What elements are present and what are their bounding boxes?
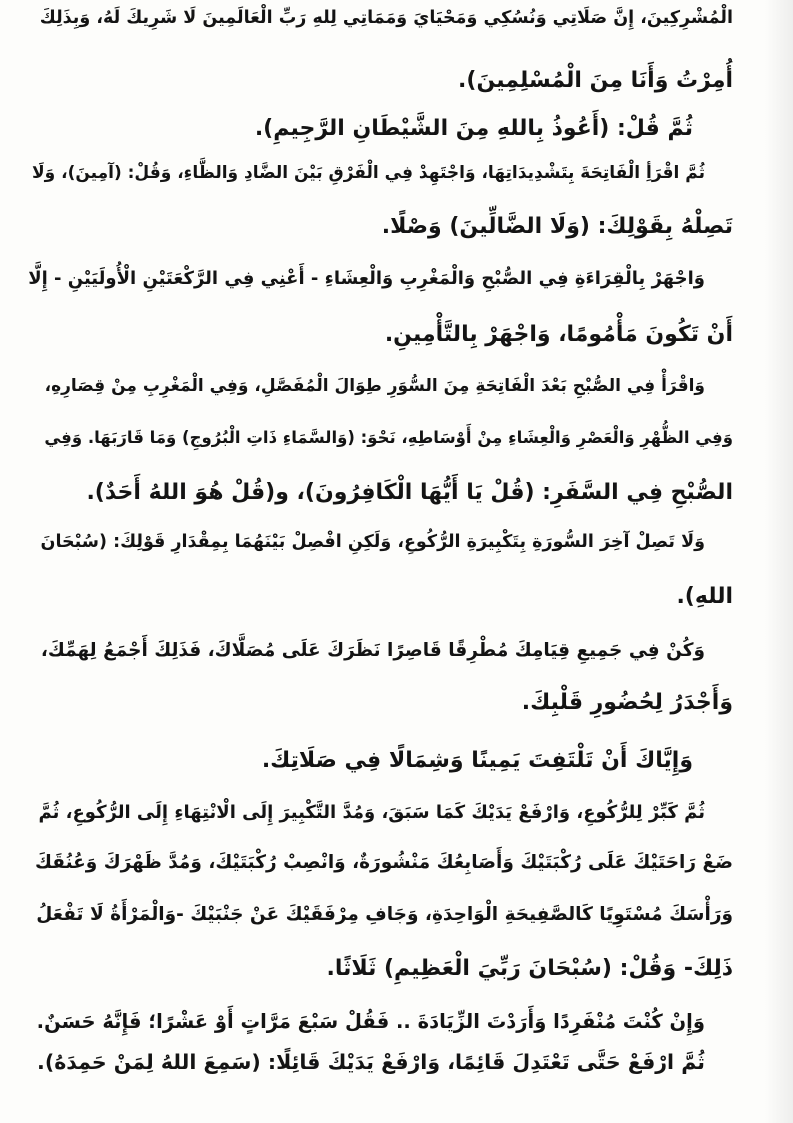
text-line: أُمِرْتُ وَأَنَا مِنَ الْمُسْلِمِينَ). (458, 68, 733, 93)
text-line: وَفِي الظُّهْرِ وَالْعَصْرِ وَالْعِشَاءِ مِنْ أَوْسَاطِهِ، نَحْوَ: (وَالسَّمَاءِ ذَاتِ الْبُرُوجِ) وَمَا قَارَبَهَا. وَفِي (44, 428, 733, 447)
text-line: الصُّبْحِ فِي السَّفَرِ: (قُلْ يَا أَيُّهَا الْكَافِرُونَ)، و(قُلْ هُوَ اللهُ أَحَدٌ). (86, 480, 733, 505)
text-line: وَكُنْ فِي جَمِيعِ قِيَامِكَ مُطْرِقًا قَاصِرًا نَظَرَكَ عَلَى مُصَلَّاكَ، فَذَلِكَ أَجْمَعُ لِهَمِّكَ، (40, 640, 705, 661)
text-line: وَإِيَّاكَ أَنْ تَلْتَفِتَ يَمِينًا وَشِمَالًا فِي صَلَاتِكَ. (261, 748, 693, 773)
text-line: وَأَجْدَرُ لِحُضُورِ قَلْبِكَ. (521, 690, 733, 715)
text-line: أَنْ تَكُونَ مَأْمُومًا، وَاجْهَرْ بِالتَّأْمِينِ. (384, 322, 733, 347)
text-line: ثُمَّ كَبِّرْ لِلرُّكُوعِ، وَارْفَعْ يَدَيْكَ كَمَا سَبَقَ، وَمُدَّ التَّكْبِيرَ إِلَى الْانْتِهَاءِ إِلَى الرُّكُوعِ، ثُمَّ (38, 802, 705, 823)
page-edge-shadow (765, 0, 793, 1123)
text-line: وَلَا تَصِلْ آخِرَ السُّورَةِ بِتَكْبِيرَةِ الرُّكُوعِ، وَلَكِنِ افْصِلْ بَيْنَهُمَا بِمِقْدَارِ قَوْلِكَ: (سُبْحَانَ (40, 532, 705, 552)
text-line: ثُمَّ اقْرَأِ الْفَاتِحَةَ بِتَشْدِيدَاتِهَا، وَاجْتَهِدْ فِي الْفَرْقِ بَيْنَ الضَّادِ وَالظَّاءِ، وَقُلْ: (آمِينَ)، وَلَا (31, 163, 705, 183)
text-line: ضَعْ رَاحَتَيْكَ عَلَى رُكْبَتَيْكَ وَأَصَابِعُكَ مَنْشُورَةٌ، وَانْصِبْ رُكْبَتَيْكَ، وَمُدَّ ظَهْرَكَ وَعُنُقَكَ (35, 852, 733, 873)
text-line: اللهِ). (676, 584, 733, 609)
text-line: ذَلِكَ- وَقُلْ: (سُبْحَانَ رَبِّيَ الْعَظِيمِ) ثَلَاثًا. (326, 956, 733, 981)
text-line: ثُمَّ ارْفَعْ حَتَّى تَعْتَدِلَ قَائِمًا، وَارْفَعْ يَدَيْكَ قَائِلًا: (سَمِعَ اللهُ لِمَنْ حَمِدَهُ). (37, 1050, 705, 1074)
text-line: وَاجْهَرْ بِالْقِرَاءَةِ فِي الصُّبْحِ وَالْمَغْرِبِ وَالْعِشَاءِ - أَعْنِي فِي الرَّكْعَتَيْنِ الْأُولَيَيْنِ - إِلَّا (28, 268, 705, 289)
text-line: وَإِنْ كُنْتَ مُنْفَرِدًا وَأَرَدْتَ الزِّيَادَةَ .. فَقُلْ سَبْعَ مَرَّاتٍ أَوْ عَشْرًا؛ فَإِنَّهُ حَسَنٌ. (36, 1010, 705, 1033)
text-line: الْمُشْرِكِينَ، إِنَّ صَلَاتِي وَنُسُكِي وَمَحْيَايَ وَمَمَاتِي لِلهِ رَبِّ الْعَالَمِينَ لَا شَرِيكَ لَهُ، وَبِذَلِكَ (39, 8, 733, 28)
text-line: وَاقْرَأْ فِي الصُّبْحِ بَعْدَ الْفَاتِحَةِ مِنَ السُّوَرِ طِوَالَ الْمُفَصَّلِ، وَفِي الْمَغْرِبِ مِنْ قِصَارِهِ، (44, 376, 705, 396)
text-line: تَصِلْهُ بِقَوْلِكَ: (وَلَا الضَّالِّينَ) وَصْلًا. (381, 214, 733, 239)
text-line: وَرَأْسَكَ مُسْتَوِيًا كَالصَّفِيحَةِ الْوَاحِدَةِ، وَجَافِ مِرْفَقَيْكَ عَنْ جَنْبَيْكَ -وَالْمَرْأَةُ لَا تَفْعَلُ (36, 904, 733, 925)
text-line: ثُمَّ قُلْ: (أَعُوذُ بِاللهِ مِنَ الشَّيْطَانِ الرَّجِيمِ). (254, 116, 693, 141)
